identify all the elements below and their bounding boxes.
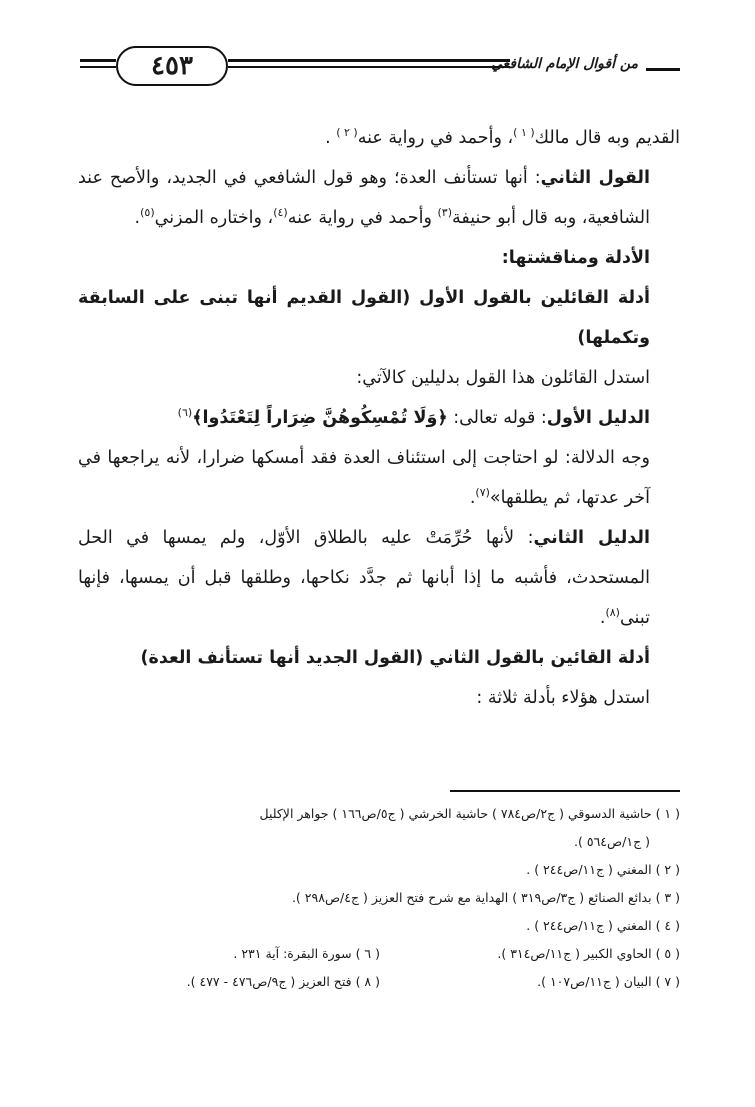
running-title: من أقوال الإمام الشافعي — [491, 56, 638, 72]
quran-verse: ﴿وَلَا تُمْسِكُوهُنَّ ضِرَاراً لِتَعْتَدُوا﴾ — [192, 408, 448, 428]
term-first-evidence: الدليل الأول — [546, 408, 650, 428]
header-rule-right-bottom — [228, 66, 510, 68]
paragraph-1: القديم وبه قال مالك$^{( ١ )}$، وأحمد في رواية عنه$^{( ٢ )}$ . — [325, 126, 680, 148]
footnote-ref-7: (٧) — [475, 486, 490, 500]
footnote-row-5-6 — [78, 940, 680, 968]
footnote-ref-5: (٥) — [140, 206, 155, 220]
paragraph-2: القول الثاني: أنها تستأنف العدة؛ وهو قول الشافعي في الجديد، والأصح عند الشافعية، وبه قال أبو حنيفة$^{(٣)}$ وأحمد في رواية عنه$^{(٤)}$، واختاره المزني$^{(٥)}$. — [78, 168, 650, 228]
footnotes — [78, 800, 680, 996]
footnote-3: ( ٣ ) بدائع الصنائع ( ج٣/ص٣١٩ ) الهداية مع شرح فتح العزيز ( ج٤/ص٢٩٨ ). — [291, 890, 680, 905]
section-heading-evidence: الأدلة ومناقشتها: — [501, 248, 650, 268]
header-rule-far-right — [646, 68, 680, 71]
footnote-8: ( ٨ ) فتح العزيز ( ج٩/ص٤٧٦ - ٤٧٧ ). — [186, 974, 380, 989]
term-second-evidence: الدليل الثاني — [533, 528, 650, 548]
footnote-separator — [450, 790, 680, 792]
paragraph-4: الدليل الأول: قوله تعالى: ﴿وَلَا تُمْسِكُوهُنَّ ضِرَاراً لِتَعْتَدُوا﴾$^{(٦)}$ — [177, 406, 650, 428]
footnote-ref-6: (٦) — [177, 406, 193, 420]
footnote-ref-2: ( ٢ ) — [336, 126, 358, 140]
footnote-2: ( ٢ ) المغني ( ج١١/ص٢٤٤ ) . — [526, 862, 680, 877]
section-heading-second-opinion: أدلة القائين بالقول الثاني (القول الجديد أنها تستأنف العدة) — [140, 648, 650, 668]
footnote-ref-3: (٣) — [437, 206, 452, 220]
footnote-ref-4: (٤) — [273, 206, 288, 220]
term-second-opinion: القول الثاني — [540, 168, 650, 188]
footnote-4: ( ٤ ) المغني ( ج١١/ص٢٤٤ ) . — [526, 918, 680, 933]
footnote-5: ( ٥ ) الحاوي الكبير ( ج١١/ص٣١٤ ). — [497, 946, 680, 961]
footnote-1: ( ١ ) حاشية الدسوقي ( ج٢/ص٧٨٤ ) حاشية الخرشي ( ج٥/ص١٦٦ ) جواهر الإكليل — [259, 806, 680, 821]
footnote-ref-1: ( ١ ) — [513, 126, 535, 140]
footnote-7: ( ٧ ) البيان ( ج١١/ص١٠٧ ). — [537, 974, 680, 989]
paragraph-3: استدل القائلون هذا القول بدليلين كالآتي: — [356, 368, 650, 388]
paragraph-6: الدليل الثاني: لأنها حُرِّمَتْ عليه بالطلاق الأوّل، ولم يمسها في الحل المستحدث، فأشبه ما إذا أبانها ثم جدَّد نكاحها، وطلقها قبل أن يمسها، فإنها تبنى$^{(٨)}$. — [78, 528, 650, 628]
paragraph-5: وجه الدلالة: لو احتاجت إلى استئناف العدة فقد أمسكها ضرارا، لأنه يراجعها في آخر عدتها، ثم يطلقها»$^{(٧)}$. — [78, 448, 650, 508]
footnote-row-7-8 — [78, 968, 680, 996]
footnote-1-continued: ( ج١/ص٥٦٤ ). — [574, 834, 650, 849]
page-number: ٤٥٣ — [116, 46, 228, 86]
footnote-6: ( ٦ ) سورة البقرة: آية ٢٣١ . — [233, 946, 380, 961]
page-header — [80, 42, 680, 90]
header-rule-left-top — [80, 59, 116, 62]
paragraph-7: استدل هؤلاء بأدلة ثلاثة : — [476, 688, 650, 708]
section-heading-first-opinion: أدلة القائلين بالقول الأول (القول القديم أنها تبنى على السابقة وتكملها) — [78, 288, 650, 348]
footnote-ref-8: (٨) — [605, 606, 620, 620]
header-rule-left-bottom — [80, 66, 116, 68]
header-rule-right-top — [228, 59, 510, 62]
main-text — [78, 118, 680, 718]
